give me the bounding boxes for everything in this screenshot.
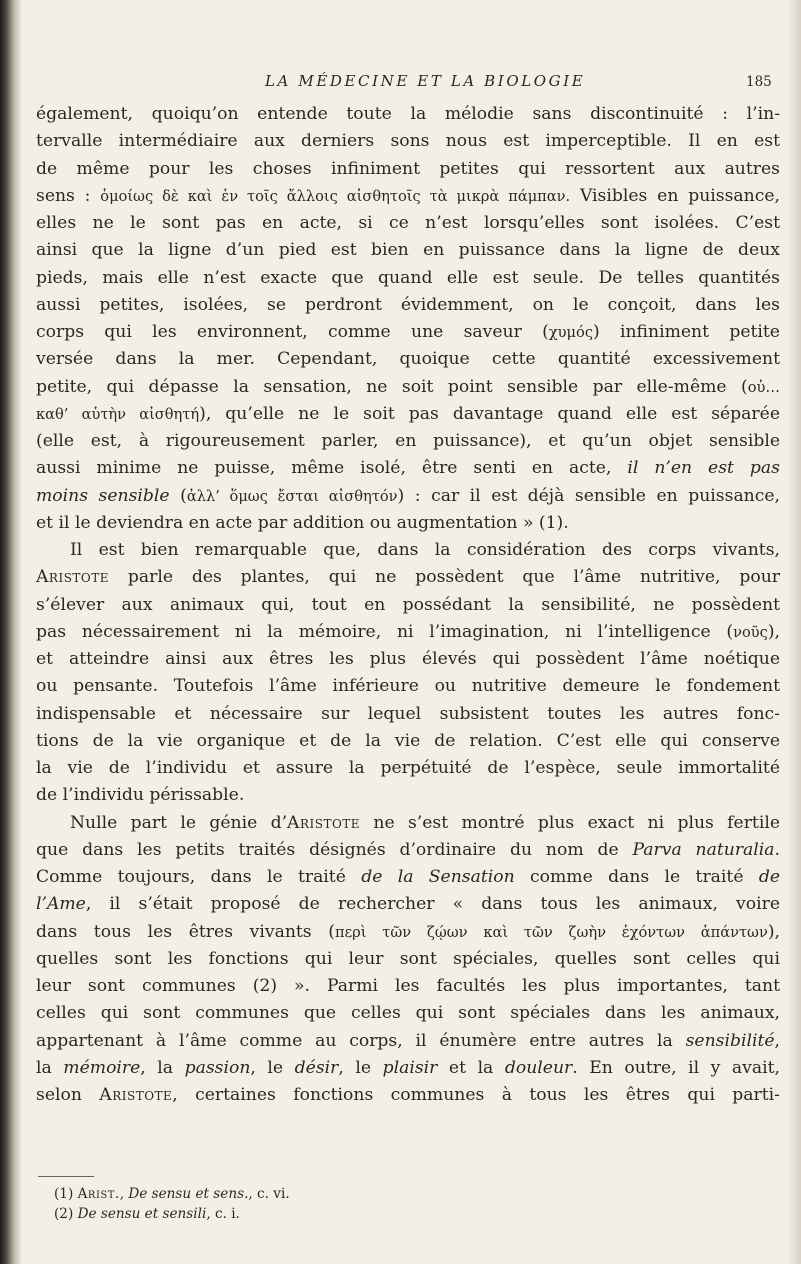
italic-text: désir xyxy=(294,1057,339,1078)
greek-quote: νοῦς xyxy=(733,623,768,641)
italic-text: moins sensible xyxy=(36,485,170,506)
text-segment: , le xyxy=(250,1057,295,1078)
footnotes xyxy=(54,1184,754,1224)
text-segment: indispensable et nécessaire sur lequel subsistent toutes les autres fonc- xyxy=(36,703,780,724)
text-line xyxy=(36,455,780,482)
text-segment: Comme toujours, dans le traité xyxy=(36,867,362,887)
text-segment: ) : car il est déjà sensible en puissance, xyxy=(397,485,781,506)
author-name: Aristote xyxy=(99,1085,173,1105)
text-line xyxy=(36,292,780,319)
greek-quote: οὐ… xyxy=(747,378,780,396)
text-segment: appartenant à l’âme comme au corps, il énumère entre autres la xyxy=(36,1030,686,1051)
text-line xyxy=(36,782,780,809)
page-binding-shadow xyxy=(0,0,22,1264)
text-segment: de même pour les choses infiniment petites qui ressortent aux autres xyxy=(36,158,780,179)
text-segment: de l’individu périssable. xyxy=(36,785,245,806)
text-segment: corps qui les environnent, comme une saveur ( xyxy=(36,322,549,342)
text-line xyxy=(36,183,780,210)
running-title: LA MÉDECINE ET LA BIOLOGIE xyxy=(265,72,586,90)
text-segment: sens : xyxy=(36,185,101,206)
text-line xyxy=(36,919,780,946)
text-line xyxy=(36,537,780,564)
text-segment: ne s’est montré plus exact ni plus fertile xyxy=(360,812,781,833)
text-line xyxy=(36,210,780,237)
text-segment: comme dans le traité xyxy=(514,867,759,887)
text-segment: la vie de l’individu et assure la perpétuité de l’espèce, seule immortalité xyxy=(36,758,780,778)
text-segment: (elle est, à rigoureusement parler, en puissance), et qu’un objet sensible xyxy=(36,431,780,451)
footnote-ref: , c. i. xyxy=(206,1206,240,1222)
text-segment: et il le deviendra en acte par addition ou augmentation » (1). xyxy=(36,512,569,533)
text-line xyxy=(36,265,780,292)
text-segment: quelles sont les fonctions qui leur sont spéciales, quelles sont celles qui xyxy=(36,948,780,969)
text-segment: , il s’était proposé de rechercher « dans tous les animaux, voire xyxy=(85,894,780,915)
footnote-number: (2) xyxy=(54,1206,74,1222)
italic-text: de la Sensation xyxy=(361,867,515,887)
text-segment: dans tous les êtres vivants ( xyxy=(36,921,335,942)
text-segment: , xyxy=(774,1030,780,1051)
text-segment: selon xyxy=(36,1085,100,1105)
text-line xyxy=(36,973,780,1000)
text-segment: celles qui sont communes que celles qui sont spéciales dans les animaux, xyxy=(36,1003,780,1024)
text-segment: et la xyxy=(437,1057,505,1078)
text-segment: ), xyxy=(767,921,780,942)
text-line xyxy=(36,428,780,455)
italic-text: passion xyxy=(184,1057,251,1078)
greek-quote: ὁμοίως δὲ καὶ ἐν τοῖς ἄλλοις αἰσθητοῖς τὰ μικρὰ πάμπαν. xyxy=(100,187,571,205)
text-line xyxy=(36,891,780,918)
text-line xyxy=(36,701,780,728)
text-line xyxy=(36,564,780,591)
italic-text: l’Ame xyxy=(36,894,86,915)
text-segment: ), xyxy=(767,621,780,642)
text-segment: , le xyxy=(338,1057,383,1078)
text-segment: ou pensante. Toutefois l’âme inférieure ou nutritive demeure le fondement xyxy=(36,676,780,697)
text-line xyxy=(36,374,780,401)
text-line xyxy=(36,592,780,619)
page-number: 185 xyxy=(746,74,772,90)
text-segment: Visibles en puissance, xyxy=(570,185,780,206)
text-line xyxy=(36,1028,780,1055)
text-segment: tions de la vie organique et de la vie de relation. C’est elle qui conserve xyxy=(36,730,780,751)
text-line xyxy=(36,864,780,891)
footnote-title: De sensu et sensili xyxy=(77,1206,207,1222)
text-line xyxy=(36,1000,780,1027)
text-line xyxy=(36,237,780,264)
footnote-number: (1) xyxy=(54,1186,74,1202)
greek-quote: περὶ τῶν ζῴων καὶ τῶν ζωὴν ἐχόντων ἁπάντων xyxy=(334,923,768,941)
italic-text: sensibilité xyxy=(685,1030,775,1051)
text-line xyxy=(36,401,780,428)
text-segment: aussi minime ne puisse, même isolé, être senti en acte, xyxy=(36,458,628,479)
text-line xyxy=(36,156,780,183)
text-line xyxy=(36,1082,780,1109)
text-segment: la xyxy=(36,1057,64,1078)
text-segment: , la xyxy=(140,1057,185,1078)
text-segment: s’élever aux animaux qui, tout en possédant la sensibilité, ne possèdent xyxy=(36,594,780,615)
greek-quote: καθ’ αὑτὴν αἰσθητή xyxy=(36,405,200,423)
text-line xyxy=(36,483,780,510)
text-segment: parle des plantes, qui ne possèdent que l’âme nutritive, pour xyxy=(109,567,780,588)
text-segment: aussi petites, isolées, se perdront évidemment, on le conçoit, dans les xyxy=(36,294,780,315)
running-head xyxy=(0,72,801,96)
text-line xyxy=(36,619,780,646)
text-segment: ainsi que la ligne d’un pied est bien en puissance dans la ligne de deux xyxy=(36,240,780,261)
greek-quote: ἀλλ’ ὅμως ἔσται αἰσθητόν xyxy=(186,487,398,505)
text-segment: ), qu’elle ne le soit pas davantage quand elle est séparée xyxy=(199,403,780,424)
footnote-1: (1) Arist., De sensu et sens., c. vi. xyxy=(54,1186,290,1202)
text-line xyxy=(36,673,780,700)
text-line xyxy=(36,810,780,837)
footnote-title: De sensu et sens. xyxy=(128,1186,249,1202)
body-text xyxy=(36,101,780,1109)
text-line xyxy=(36,1055,780,1082)
italic-text: plaisir xyxy=(382,1057,438,1078)
author-name: Aristote xyxy=(36,567,110,588)
text-segment: ) infiniment petite xyxy=(593,322,780,342)
text-segment: pas nécessairement ni la mémoire, ni l’imagination, ni l’intelligence ( xyxy=(36,621,734,642)
text-segment: pieds, mais elle n’est exacte que quand elle est seule. De telles quantités xyxy=(36,267,780,288)
italic-text: Parva naturalia xyxy=(632,839,775,860)
author-name: Aristote xyxy=(287,812,361,833)
text-segment: leur sont communes (2) ». Parmi les facultés les plus importantes, tant xyxy=(36,976,780,996)
text-line xyxy=(36,946,780,973)
text-line xyxy=(36,837,780,864)
text-segment: versée dans la mer. Cependant, quoique cette quantité excessivement xyxy=(36,349,780,370)
italic-text: mémoire xyxy=(63,1057,141,1078)
text-line xyxy=(36,510,780,537)
text-line xyxy=(36,728,780,755)
text-line xyxy=(36,319,780,346)
text-segment: que dans les petits traités désignés d’ordinaire du nom de xyxy=(36,839,633,860)
text-segment: Il est bien remarquable que, dans la considération des corps vivants, xyxy=(70,540,780,560)
text-line xyxy=(36,646,780,673)
greek-quote: χυμός xyxy=(548,324,593,341)
text-segment: et atteindre ainsi aux êtres les plus élevés qui possèdent l’âme noétique xyxy=(36,649,780,669)
text-segment: elles ne le sont pas en acte, si ce n’est lorsqu’elles sont isolées. C’est xyxy=(36,213,780,233)
italic-text: douleur xyxy=(504,1057,573,1078)
footnote-ref: , c. vi. xyxy=(248,1186,290,1202)
italic-text: il n’en est pas xyxy=(627,458,780,479)
text-segment: , certaines fonctions communes à tous les êtres qui parti- xyxy=(172,1085,780,1105)
text-segment: . En outre, il y avait, xyxy=(572,1057,780,1078)
italic-text: de xyxy=(758,867,781,887)
text-line xyxy=(36,128,780,155)
page-right-edge xyxy=(787,0,801,1264)
text-segment: tervalle intermédiaire aux derniers sons nous est imperceptible. Il en est xyxy=(36,131,780,152)
text-segment: . xyxy=(774,839,780,860)
footnote-2 xyxy=(54,1204,754,1224)
footnote-author: Arist. xyxy=(77,1186,120,1202)
text-line xyxy=(36,755,780,782)
text-line xyxy=(36,346,780,373)
text-line xyxy=(36,101,780,128)
text-segment: également, quoiqu’on entende toute la mélodie sans discontinuité : l’in- xyxy=(36,104,780,124)
text-segment: ( xyxy=(169,485,187,506)
footnote-divider xyxy=(38,1176,94,1177)
text-segment: petite, qui dépasse la sensation, ne soit point sensible par elle-même ( xyxy=(36,376,748,397)
text-segment: Nulle part le génie d’ xyxy=(70,812,288,833)
